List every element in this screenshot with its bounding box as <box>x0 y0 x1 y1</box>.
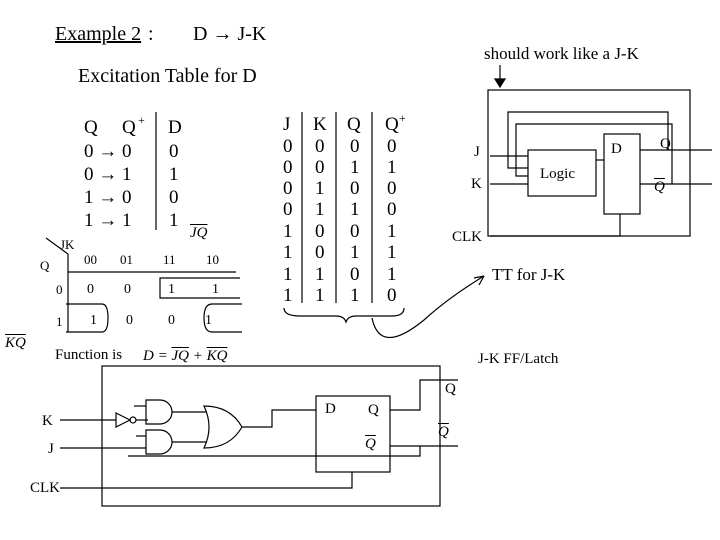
tt-cell: 0 <box>283 178 293 199</box>
latch-d-ff <box>316 396 390 472</box>
latch-q-output-label: Q <box>445 381 456 397</box>
jk-logic-block <box>528 150 596 196</box>
tt-cell: 0 <box>315 136 325 157</box>
kmap-cell: 1 <box>205 313 212 328</box>
kmap-cell: 0 <box>126 313 133 328</box>
kmap-row-head: 1 <box>56 314 63 329</box>
tt-cell: 0 <box>387 199 397 220</box>
and-gate-top <box>146 400 172 424</box>
tt-cell: 1 <box>387 242 397 263</box>
latch-wire-clk <box>60 472 352 488</box>
expr-lhs: D = <box>143 348 172 364</box>
tt-cell: 0 <box>350 178 360 199</box>
tt-cell: 1 <box>315 178 325 199</box>
kmap-cell: 0 <box>124 282 131 297</box>
jk-block-d-label: D <box>611 141 622 157</box>
tt-cell: 0 <box>315 221 325 242</box>
tt-header-q: Q <box>347 114 361 135</box>
not-gate <box>116 413 130 427</box>
latch-clk-label: CLK <box>30 480 60 496</box>
jk-ff-block <box>604 134 640 214</box>
tt-cell: 1 <box>350 199 360 220</box>
tt-header-j: J <box>283 114 291 135</box>
expr-term-jq: $\overline{JQ}$ <box>171 348 189 364</box>
tt-cell: 1 <box>283 285 293 306</box>
tt-cell: 1 <box>315 264 325 285</box>
kmap-col-head: 01 <box>120 252 133 267</box>
exc-header-q: Q <box>84 117 98 138</box>
exc-row-d: 1 <box>169 164 179 185</box>
latch-j-label: J <box>48 441 54 457</box>
kmap-row-head: 0 <box>56 282 63 297</box>
kmap-col-head: 11 <box>163 252 176 267</box>
kmap-term-kq: $\overline{KQ}$ <box>5 335 26 351</box>
tt-header-plus: + <box>399 111 406 125</box>
note-arrow-head <box>495 79 505 87</box>
kmap-col-head: 00 <box>84 252 97 267</box>
tt-cell: 0 <box>315 157 325 178</box>
jk-block-clk-label: CLK <box>452 229 482 245</box>
exc-header-plus: + <box>138 113 145 127</box>
latch-outer-box <box>102 366 440 506</box>
expr-plus: + <box>188 348 207 364</box>
exc-header-d: D <box>168 117 182 138</box>
tt-cell: 0 <box>350 221 360 242</box>
conversion-title: D → J-K <box>193 23 267 45</box>
tt-cell: 0 <box>387 136 397 157</box>
exc-row-trans: 1 → 0 <box>84 187 132 208</box>
exc-row-d: 0 <box>169 141 179 162</box>
latch-d-label: D <box>325 401 336 417</box>
tt-header-qplus: Q <box>385 114 399 135</box>
kmap-cell: 0 <box>168 313 175 328</box>
kmap-cell: 1 <box>168 282 175 297</box>
tt-cell: 0 <box>387 178 397 199</box>
exc-row-trans: 1 → 1 <box>84 210 132 231</box>
jk-block-j-label: J <box>474 144 480 160</box>
exc-header-qplus: Q <box>122 117 136 138</box>
tt-cell: 0 <box>350 264 360 285</box>
tt-cell: 1 <box>315 199 325 220</box>
tt-curved-arrow <box>372 276 484 338</box>
jk-block-qbar-label: $\overline{Q}$ <box>654 179 665 195</box>
function-label: Function is <box>55 347 123 363</box>
kmap-loop-kq-right <box>204 304 242 332</box>
latch-wire-or-d <box>242 410 316 427</box>
kmap-col-head: 10 <box>206 252 219 267</box>
example-colon: : <box>148 23 154 45</box>
tt-cell: 0 <box>350 136 360 157</box>
kmap-loop-kq-left <box>66 304 108 332</box>
jk-feedback-qbar <box>516 124 672 184</box>
should-work-note: should work like a J-K <box>484 44 639 63</box>
jk-feedback-q <box>508 112 668 168</box>
kmap-loop-jq <box>160 278 240 298</box>
tt-caption: TT for J-K <box>492 265 566 284</box>
jk-block-q-label: Q <box>660 136 671 152</box>
tt-cell: 1 <box>387 157 397 178</box>
tt-cell: 0 <box>387 285 397 306</box>
tt-brace <box>284 308 404 322</box>
kmap-diagonal <box>46 238 68 254</box>
exc-row-d: 1 <box>169 210 179 231</box>
jk-block-k-label: K <box>471 176 482 192</box>
kmap-cell: 1 <box>90 313 97 328</box>
tt-header-k: K <box>313 114 327 135</box>
kmap-term-jq: $\overline{JQ}$ <box>190 225 208 241</box>
excitation-subtitle: Excitation Table for D <box>78 65 257 87</box>
latch-wire-q-out <box>390 380 458 410</box>
tt-cell: 1 <box>350 285 360 306</box>
kmap-jk-label: JK <box>60 237 75 252</box>
kmap-cell: 1 <box>212 282 219 297</box>
tt-cell: 1 <box>315 285 325 306</box>
tt-cell: 0 <box>283 199 293 220</box>
or-gate <box>204 406 242 448</box>
tt-cell: 1 <box>283 242 293 263</box>
latch-qbar-output-label: $\overline{Q}$ <box>438 424 449 440</box>
example-title: Example 2 <box>55 23 142 45</box>
jk-block-logic-label: Logic <box>540 166 575 182</box>
tt-cell: 0 <box>283 157 293 178</box>
tt-cell: 1 <box>283 221 293 242</box>
exc-row-trans: 0 → 1 <box>84 164 132 185</box>
latch-caption: J-K FF/Latch <box>478 351 559 367</box>
tt-cell: 1 <box>387 264 397 285</box>
tt-cell: 1 <box>387 221 397 242</box>
and-gate-bottom <box>146 430 172 454</box>
latch-qbar-inner-label: $\overline{Q}$ <box>365 436 376 452</box>
tt-cell: 0 <box>315 242 325 263</box>
exc-row-d: 0 <box>169 187 179 208</box>
tt-cell: 1 <box>350 157 360 178</box>
tt-cell: 1 <box>283 264 293 285</box>
exc-row-trans: 0 → 0 <box>84 141 132 162</box>
latch-feedback-qbar <box>128 446 420 456</box>
jk-wire-clk <box>490 214 620 236</box>
tt-cell: 0 <box>283 136 293 157</box>
kmap-cell: 0 <box>87 282 94 297</box>
latch-q-inner-label: Q <box>368 402 379 418</box>
kmap-q-label: Q <box>40 258 50 273</box>
tt-cell: 1 <box>350 242 360 263</box>
expr-term-kq: $\overline{KQ}$ <box>206 348 228 364</box>
latch-k-label: K <box>42 413 53 429</box>
